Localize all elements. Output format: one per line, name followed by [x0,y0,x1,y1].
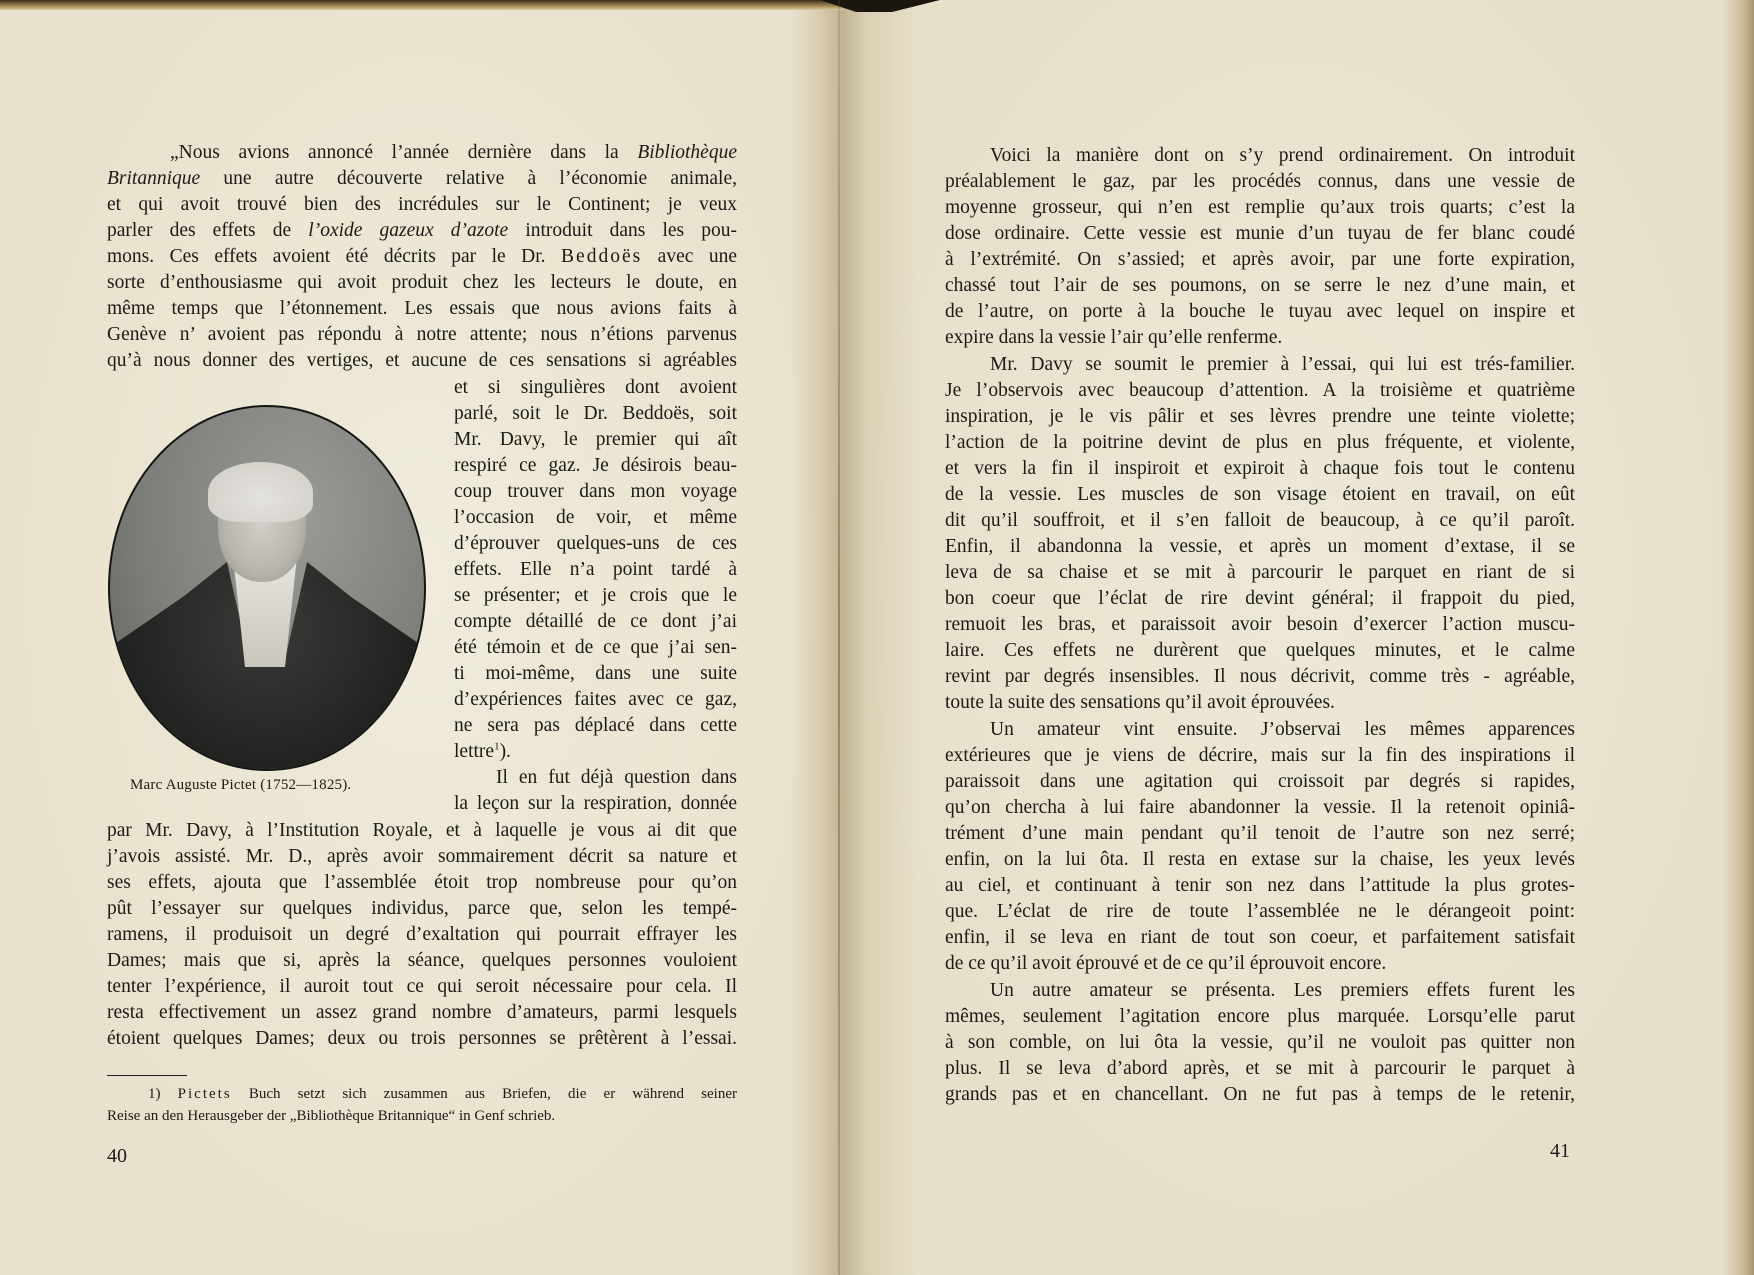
text-line: qu’à nous donner des vertiges, et aucune de ces sensations si agréables [107,350,737,371]
text-line: parler des effets de l’oxide gazeux d’azote introduit dans les pou- [107,220,737,241]
text-line: dit qu’il souffroit, et il s’en falloit de beaucoup, à ce qu’il paroît. [945,510,1575,531]
footnote-line: Reise an den Herausgeber der „Bibliothèque Britannique“ in Genf schrieb. [107,1108,556,1124]
text-line: sorte d’enthousiasme qui avoit produit chez les lecteurs le doute, en [107,272,737,293]
text-line: l’action de la poitrine devint de plus en plus fréquente, et violente, [945,432,1575,453]
text-line: été témoin et de ce que j’ai sen- [454,637,737,658]
text-line: par Mr. Davy, à l’Institution Royale, et à laquelle je vous ai dit que [107,820,737,841]
text-line: resta effectivement un assez grand nombre d’amateurs, parmi lesquels [107,1002,737,1023]
text-line: toute la suite des sensations qu’il avoit éprouvées. [945,692,1335,713]
text-line: de ce qu’il avoit éprouvé et de ce qu’il éprouvoit encore. [945,953,1387,974]
text-line: dose ordinaire. Cette vessie est munie d’un tuyau de fer blanc coudé [945,223,1575,244]
text-line: Genève n’ avoient pas répondu à notre attente; nous n’étions parvenus [107,324,737,345]
text-line: à son comble, on lui ôta la vessie, qu’il ne vouloit pas quitter non [945,1032,1575,1053]
text-line: enfin, on la lui ôta. Il resta en extase sur la chaise, les yeux levés [945,849,1575,870]
text-line: de la vessie. Les muscles de son visage étoient en travail, on eût [945,484,1575,505]
text-line: l’occasion de voir, et même [454,507,737,528]
text-line: Britannique une autre découverte relative à l’économie animale, [107,168,737,189]
page-top-edge [0,0,842,10]
text-line: mons. Ces effets avoient été décrits par le Dr. Beddoës avec une [107,246,738,267]
text-line: qu’on chercha à lui faire abandonner la vessie. Il la retenoit opiniâ- [945,797,1575,818]
text-line: Dames; mais que si, après la séance, quelques personnes vouloient [107,950,737,971]
text-line: au ciel, et continuant à tenir son nez dans l’attitude la plus grotes- [945,875,1575,896]
text-line: compte détaillé de ce dont j’ai [454,611,737,632]
text-line: ramens, il produisoit un degré d’exaltation qui pourrait effrayer les [107,924,737,945]
footnote-reference[interactable]: 1 [494,740,500,753]
text-line: tenter l’expérience, il auroit tout ce qui seroit nécessaire pour cela. Il [107,976,737,997]
text-line: Un amateur vint ensuite. J’observai les mêmes apparences [990,719,1575,740]
text-line: bon coeur que l’éclat de rire devint général; il frappoit du pied, [945,588,1575,609]
text-line: se présenter; et je crois que le [454,585,737,606]
text-line: coup trouver dans mon voyage [454,481,737,502]
text-line: Voici la manière dont on s’y prend ordinairement. On introduit [990,145,1575,166]
text-line: „Nous avions annoncé l’année dernière dans la Bibliothèque [170,142,737,163]
text-line: et vers la fin il inspiroit et expiroit à chaque fois tout le contenu [945,458,1575,479]
text-line: d’éprouver quelques-uns de ces [454,533,737,554]
text-line: la leçon sur la respiration, donnée [454,793,737,814]
text-line: Enfin, il abandonna la vessie, et après un moment d’extase, il se [945,536,1575,557]
footnote-line: 1) Pictets Buch setzt sich zusammen aus Briefen, die er während seiner [148,1086,737,1102]
text-line: ne sera pas déplacé dans cette [454,715,737,736]
text-line: à l’extrémité. On s’assied; et après avoir, par une forte expiration, [945,249,1575,270]
text-line: Je l’observois avec beaucoup d’attention. A la troisième et quatrième [945,380,1575,401]
text-line: Mr. Davy, le premier qui aît [454,429,737,450]
text-line: trément d’une main pendant qu’il tenoit de l’autre son nez serré; [945,823,1575,844]
text-line: préalablement le gaz, par les procédés connus, dans une vessie de [945,171,1575,192]
portrait-image [108,405,426,771]
text-line: que. L’éclat de rire de toute l’assemblée ne le dérangeoit point: [945,901,1575,922]
text-line: même temps que l’étonnement. Les essais que nous avions faits à [107,298,737,319]
text-line: plus. Il se leva d’abord après, et se mit à parcourir le parquet à [945,1058,1575,1079]
page-number-left: 40 [107,1145,127,1167]
text-line: ses effets, ajouta que l’assemblée étoit trop nombreuse pour qu’on [107,872,737,893]
figure-caption: Marc Auguste Pictet (1752—1825). [130,777,352,793]
text-line: revint par degrés insensibles. Il nous décrivit, comme très - agréable, [945,666,1575,687]
text-line: ti moi-même, dans une suite [454,663,737,684]
text-line: Il en fut déjà question dans [496,767,737,788]
text-line: effets. Elle n’a point tardé à [454,559,737,580]
text-line: pût l’essayer sur quelques individus, parce que, selon les tempé- [107,898,737,919]
text-line: paraissoit dans une agitation qui croissoit par degrés si rapides, [945,771,1575,792]
text-line: leva de sa chaise et se mit à parcourir le parquet en riant de si [945,562,1575,583]
text-line: moyenne grosseur, qui n’en est remplie qu’aux trois quarts; c’est la [945,197,1575,218]
text-line: Un autre amateur se présenta. Les premiers effets furent les [990,980,1575,1001]
text-line: respiré ce gaz. Je désirois beau- [454,455,737,476]
text-line: mêmes, seulement l’agitation encore plus marquée. Lorsqu’elle parut [945,1006,1575,1027]
text-line: Mr. Davy se soumit le premier à l’essai, qui lui est trés-familier. [990,354,1575,375]
text-line: inspiration, je le vis pâlir et ses lèvres prendre une teinte violette; [945,406,1575,427]
portrait-hair [208,462,313,522]
text-line: de l’autre, on porte à la bouche le tuyau avec lequel on inspire et [945,301,1575,322]
text-line: enfin, il se leva en riant de tout son coeur, et parfaitement satisfait [945,927,1575,948]
gutter [838,0,840,1275]
text-line: chassé tout l’air de ses poumons, on se serre le nez d’une main, et [945,275,1575,296]
text-line: étoient quelques Dames; deux ou trois personnes se prêtèrent à l’essai. [107,1028,737,1049]
text-line: laire. Ces effets ne durèrent que quelques minutes, et le calme [945,640,1575,661]
text-line: et si singulières dont avoient [454,377,737,398]
footnote-rule [107,1075,187,1076]
text-line: expire dans la vessie l’air qu’elle renferme. [945,327,1283,348]
text-line: extérieures que je viens de décrire, mais sur la fin des inspirations il [945,745,1575,766]
text-line: d’expériences faites avec ce gaz, [454,689,737,710]
text-line: lettre$^1$). [454,740,511,762]
page-number-right: 41 [1550,1140,1570,1162]
text-line: et qui avoit trouvé bien des incrédules sur le Continent; je veux [107,194,737,215]
text-line: parlé, soit le Dr. Beddoës, soit [454,403,737,424]
text-line: j’avois assisté. Mr. D., après avoir sommairement décrit sa nature et [107,846,737,867]
text-line: grands pas et en chancellant. On ne fut pas à temps de le retenir, [945,1084,1575,1105]
text-line: remuoit les bras, et paraissoit avoir besoin d’exercer l’action muscu- [945,614,1575,635]
